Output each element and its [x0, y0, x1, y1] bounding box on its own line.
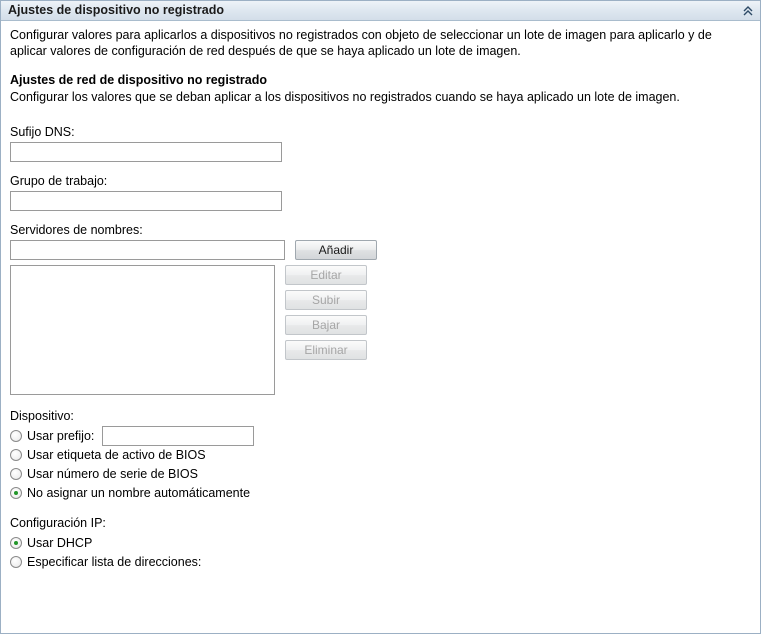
- ip-option-address-list-label: Especificar lista de direcciones:: [27, 555, 202, 569]
- move-down-button[interactable]: Bajar: [285, 315, 367, 335]
- device-label: Dispositivo:: [10, 409, 74, 423]
- device-option-bios-serial-label: Usar número de serie de BIOS: [27, 467, 198, 481]
- name-servers-button-column: [285, 265, 367, 360]
- remove-button[interactable]: Eliminar: [285, 340, 367, 360]
- radio-icon-selected[interactable]: [10, 537, 22, 549]
- spacer: [10, 162, 751, 174]
- ip-option-dhcp-label: Usar DHCP: [27, 536, 93, 550]
- ip-option-dhcp[interactable]: [10, 534, 751, 552]
- panel-titlebar: [1, 1, 760, 21]
- workgroup-label: Grupo de trabajo:: [10, 174, 108, 188]
- device-option-bios-serial[interactable]: [10, 465, 751, 483]
- ip-option-address-list[interactable]: [10, 553, 751, 571]
- radio-icon[interactable]: [10, 468, 22, 480]
- chevron-up-double-icon[interactable]: [740, 3, 756, 19]
- radio-icon-selected[interactable]: [10, 487, 22, 499]
- name-servers-input[interactable]: [10, 240, 285, 260]
- ip-config-label: Configuración IP:: [10, 516, 106, 530]
- workgroup-input[interactable]: [10, 191, 282, 211]
- name-servers-label: Servidores de nombres:: [10, 223, 143, 237]
- radio-icon[interactable]: [10, 556, 22, 568]
- device-option-prefix[interactable]: [10, 427, 751, 445]
- name-servers-list-row: [10, 265, 751, 395]
- network-section-heading: Ajustes de red de dispositivo no registrado: [10, 73, 267, 87]
- device-option-bios-asset-tag-label: Usar etiqueta de activo de BIOS: [27, 448, 206, 462]
- name-servers-listbox[interactable]: [10, 265, 275, 395]
- panel-content: [1, 21, 760, 571]
- device-option-bios-asset-tag[interactable]: [10, 446, 751, 464]
- edit-button[interactable]: Editar: [285, 265, 367, 285]
- add-button[interactable]: Añadir: [295, 240, 377, 260]
- device-option-no-auto-name[interactable]: [10, 484, 751, 502]
- device-option-no-auto-name-label: No asignar un nombre automáticamente: [27, 486, 251, 500]
- radio-icon[interactable]: [10, 449, 22, 461]
- intro-text: Configurar valores para aplicarlos a dispositivos no registrados con objeto de seleccionar un lote de imagen para aplicarlo y de aplicar valores de configuración de red después de que se haya aplicado un lote de imagen.: [10, 28, 712, 58]
- device-option-prefix-label: Usar prefijo:: [27, 429, 95, 443]
- dns-suffix-input[interactable]: [10, 142, 282, 162]
- radio-icon[interactable]: [10, 430, 22, 442]
- spacer: [10, 211, 751, 223]
- dns-suffix-label: Sufijo DNS:: [10, 125, 75, 139]
- move-up-button[interactable]: Subir: [285, 290, 367, 310]
- page-title: Ajustes de dispositivo no registrado: [8, 3, 225, 18]
- name-servers-entry-row: [10, 240, 751, 260]
- network-section-description: Configurar los valores que se deban aplicar a los dispositivos no registrados cuando se haya aplicado un lote de imagen.: [10, 90, 680, 104]
- device-prefix-input[interactable]: [102, 426, 254, 446]
